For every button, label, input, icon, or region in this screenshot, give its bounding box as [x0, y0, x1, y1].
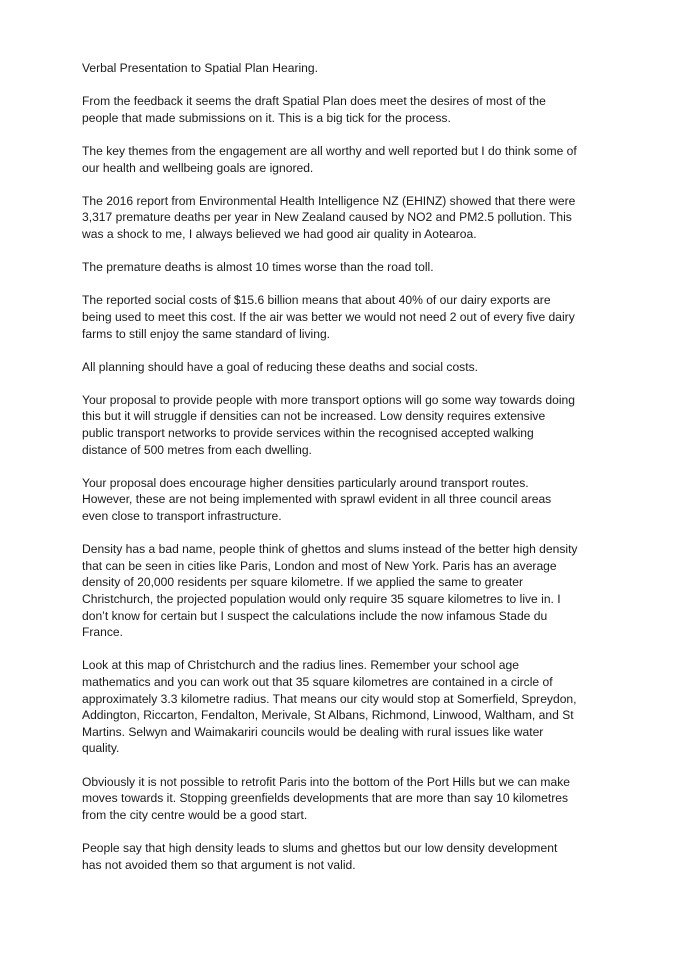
paragraph-density-paris: Density has a bad name, people think of ghettos and slums instead of the better high density that can be seen in cities like Paris, London and most of New York. Paris has an average density of 20,000 residents per square kilometre. If we applied the same to greater Christchurch, the projected population would only require 35 square kilometres to live in. I don’t know for certain but I suspect the calculations include the now infamous Stade du France. — [82, 542, 578, 640]
paragraph-higher-densities: Your proposal does encourage higher densities particularly around transport routes. However, these are not being implemented with sprawl evident in all three council areas even close to transport infrastructure. — [82, 475, 552, 524]
paragraph-planning-goal: All planning should have a goal of reducing these deaths and social costs. — [82, 359, 478, 374]
document-body — [82, 60, 602, 873]
document-title: Verbal Presentation to Spatial Plan Hearing. — [82, 61, 318, 75]
paragraph-road-toll: The premature deaths is almost 10 times worse than the road toll. — [82, 260, 434, 275]
paragraph-feedback: From the feedback it seems the draft Spatial Plan does meet the desires of most of the people that made submissions on it. This is a big tick for the process. — [82, 94, 546, 125]
paragraph-port-hills: Obviously it is not possible to retrofit Paris into the bottom of the Port Hills but we can make moves towards it. Stopping greenfields developments that are more than say 10 kilometres from the city centre would be a good start. — [82, 774, 571, 822]
paragraph-christchurch-map: Look at this map of Christchurch and the radius lines. Remember your school age mathematics and you can work out that 35 square kilometres are contained in a circle of approximately 3.3 kilometre radius. That means our city would stop at Somerfield, Spreydon, Addington, Riccarton, Fendalton, Merivale, St Albans, Richmond, Linwood, Waltham, and St Martins. Selwyn and Waimakariri councils would be dealing with rural issues like water quality. — [82, 658, 577, 756]
paragraph-social-costs: The reported social costs of $15.6 billion means that about 40% of our dairy exports are being used to meet this cost. If the air was better we would not need 2 out of every five dairy farms to still enjoy the same standard of living. — [82, 293, 575, 341]
paragraph-transport-options: Your proposal to provide people with more transport options will go some way towards doing this but it will struggle if densities can not be increased. Low density requires extensive public transport networks to provide services within the recognised accepted walking distance of 500 metres from each dwelling. — [82, 392, 575, 457]
paragraph-slums-argument: People say that high density leads to slums and ghettos but our low density development has not avoided them so that argument is not valid. — [82, 840, 558, 872]
paragraph-ehinz-report: The 2016 report from Environmental Health Intelligence NZ (EHINZ) showed that there were 3,317 premature deaths per year in New Zealand caused by NO2 and PM2.5 pollution. This was a shock to me, I always believed we had good air quality in Aotearoa. — [82, 193, 576, 241]
paragraph-key-themes: The key themes from the engagement are all worthy and well reported but I do think some of our health and wellbeing goals are ignored. — [82, 143, 577, 175]
